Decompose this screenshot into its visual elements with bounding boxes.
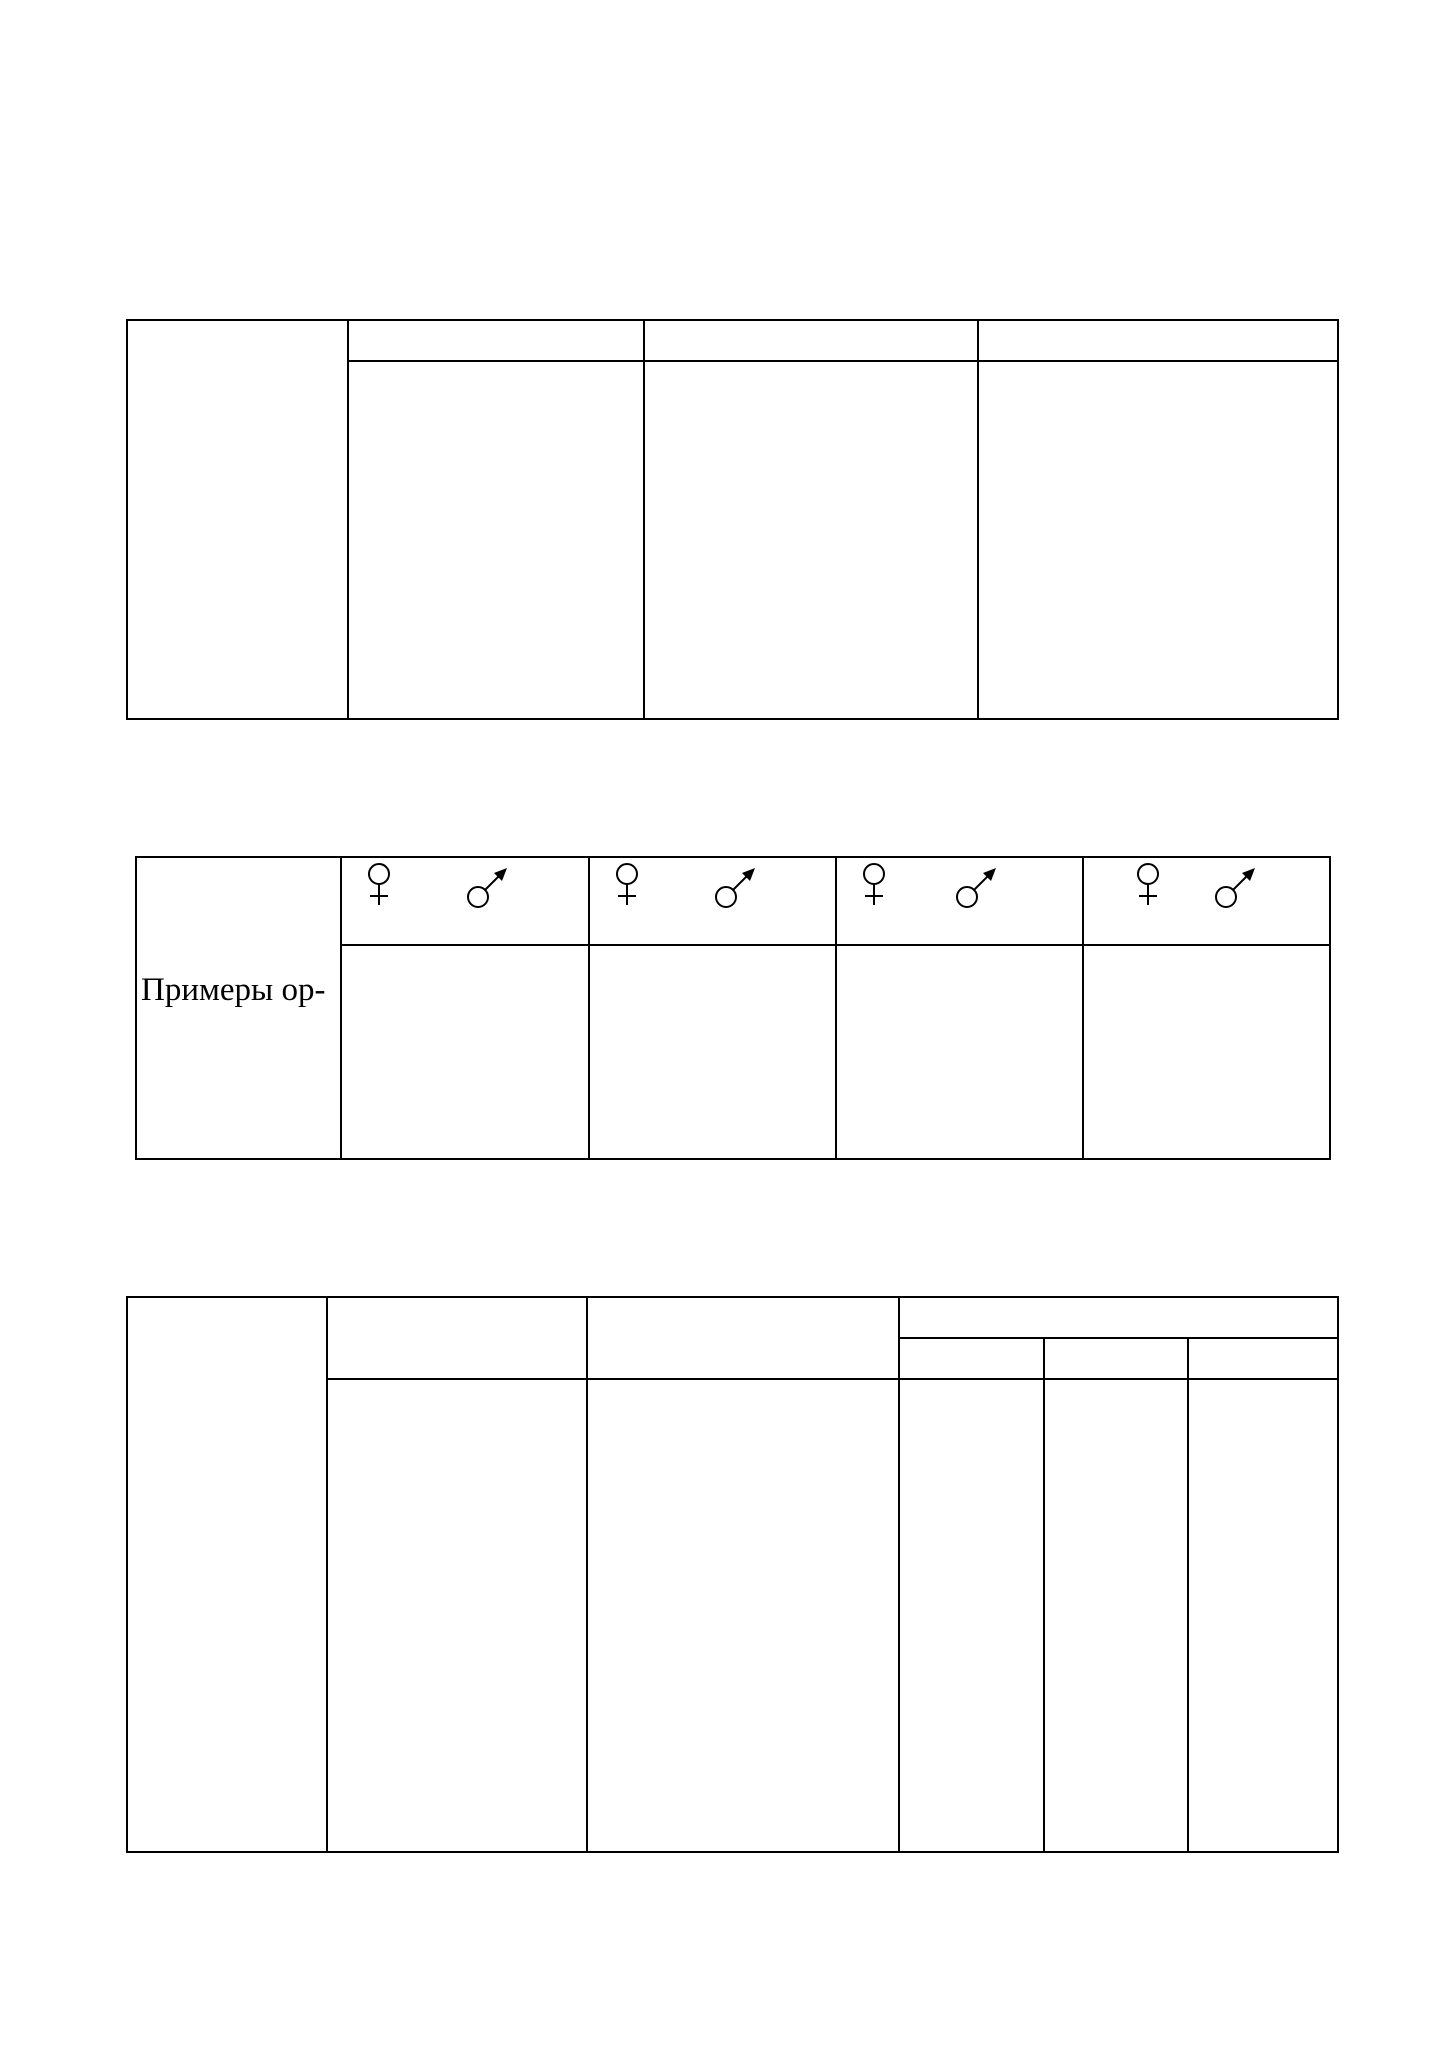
table-2-col-divider: [340, 856, 342, 1160]
table-1-top-border: [126, 319, 1339, 321]
gender-symbols-cell-4: [1102, 860, 1262, 910]
table-1-col-divider: [347, 319, 349, 720]
table-3-left-border: [126, 1296, 128, 1853]
table-1-bottom-border: [126, 718, 1339, 720]
table-1-col-divider: [643, 319, 645, 720]
table-3-top-border: [126, 1296, 1339, 1298]
table-1-col-divider: [977, 319, 979, 720]
table-3-group-header-divider: [898, 1337, 1339, 1339]
table-2-col-divider: [835, 856, 837, 1160]
table-1-right-border: [1337, 319, 1339, 720]
table-2-right-border: [1329, 856, 1331, 1160]
female-icon: [1138, 864, 1158, 905]
male-icon: [468, 868, 507, 907]
male-icon: [957, 868, 996, 907]
female-icon: [617, 864, 637, 905]
table-2-left-border: [135, 856, 137, 1160]
table-2-col-divider: [588, 856, 590, 1160]
table-3-bottom-border: [126, 1851, 1339, 1853]
table-3-subcol-divider: [1187, 1337, 1189, 1853]
female-icon: [369, 864, 389, 905]
female-icon: [864, 864, 884, 905]
gender-symbols-cell-1: [360, 860, 520, 910]
table-1-left-border: [126, 319, 128, 720]
table-2-bottom-border: [135, 1158, 1331, 1160]
table-3-header-divider: [326, 1378, 1339, 1380]
gender-symbols-cell-2: [608, 860, 768, 910]
table-2-top-border: [135, 856, 1331, 858]
table-2-row-label: Примеры ор-: [141, 972, 326, 1008]
table-2-header-divider: [340, 944, 1331, 946]
gender-symbols-cell-3: [855, 860, 1015, 910]
table-1-header-divider: [347, 360, 1339, 362]
male-icon: [716, 868, 755, 907]
table-3-subcol-divider: [1043, 1337, 1045, 1853]
table-2-col-divider: [1082, 856, 1084, 1160]
male-icon: [1216, 868, 1255, 907]
